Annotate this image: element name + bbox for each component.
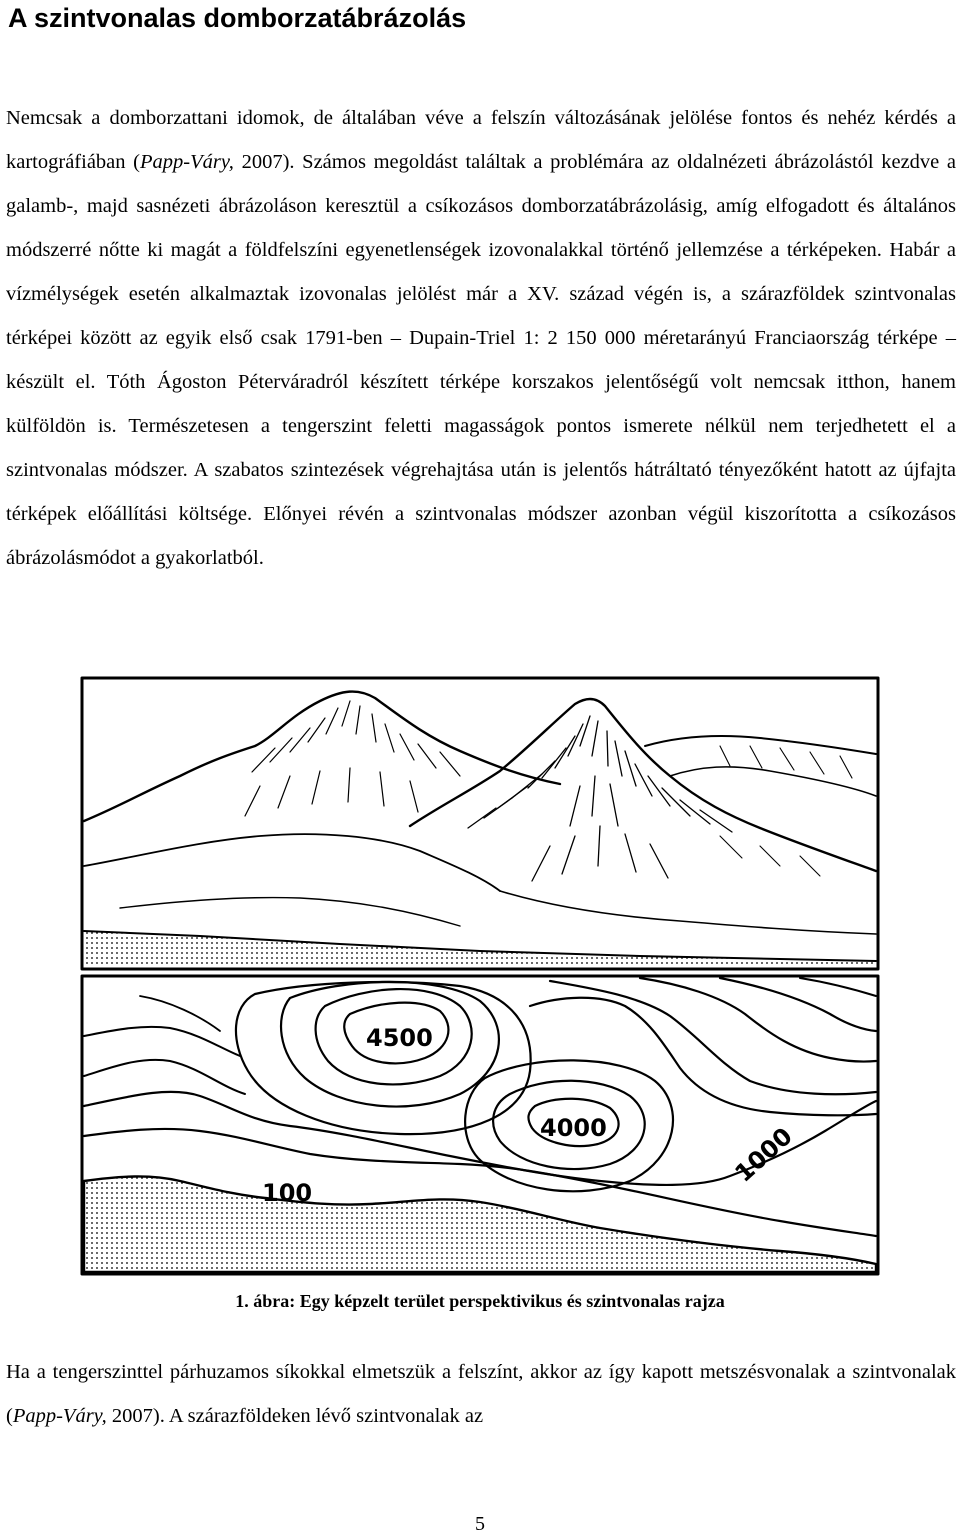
body-paragraph-2 xyxy=(6,1350,956,1438)
citation: Papp-Váry, xyxy=(12,1405,107,1427)
page-title: A szintvonalas domborzatábrázolás xyxy=(8,3,467,33)
contour-label-100: 100 xyxy=(262,1179,313,1207)
contour-map xyxy=(82,976,878,1274)
paragraph-text: 2007). Számos megoldást találtak a problémára az oldalnézeti ábrázolástól kezdve a galamb-, majd sasnézeti ábrázoláson keresztül a csíkozásos domborzatábrázolásig, amíg elfogadott és általános módszerré nőtte ki magát a földfelszíni egyenetlenségek izovonalakkal történő jellemzése a térképeken. Habár a vízmélységek esetén alkalmaztak izovonalas jelölést már a XV. század végén is, a szárazföldek szintvonalas térképei között az egyik első csak 1791-ben – Dupain-Triel 1: 2 150 000 méretarányú Franciaország térképe – készült el. Tóth Ágoston Péterváradról készített térképe korszakos jelentőségű volt nemcsak itthon, hanem külföldön is. Természetesen a tengerszint feletti magasságok pontos ismerete nélkül nem terjedhetett el a szintvonalas módszer. A szabatos szintezések végrehajtása után is jelentős hátráltató tényezőként hatott az újfajta térképek előállítási költsége. Előnyei révén a szintvonalas módszer azonban végül kiszorította a csíkozásos ábrázolásmódot a gyakorlatból. xyxy=(6,151,957,569)
figure-perspective-and-contour-drawing xyxy=(80,676,880,1276)
contour-label-4500: 4500 xyxy=(366,1024,433,1052)
paragraph-text: Nemcsak a domborzattani idomok, de általában véve a felszín változásának jelölése fontos és nehéz kérdés a kartográfiában ( xyxy=(6,107,956,173)
paragraph-text: Ha a tengerszinttel párhuzamos síkokkal elmetszük a felszínt, akkor az így kapott metszésvonalak a szintvonalak ( xyxy=(6,1361,956,1427)
left-mountain-outline xyxy=(84,692,560,821)
page-number: 5 xyxy=(475,1513,485,1535)
paragraph-text: 2007). A szárazföldeken lévő szintvonalak az xyxy=(106,1405,484,1427)
main-peak-outline xyxy=(410,699,876,871)
right-mountain-outline xyxy=(645,736,876,754)
figure-caption: 1. ábra: Egy képzelt terület perspektivikus és szintvonalas rajza xyxy=(235,1291,725,1311)
body-paragraph-1 xyxy=(6,96,956,580)
perspective-drawing xyxy=(82,678,878,969)
coastline xyxy=(84,1176,876,1272)
perspective-frame xyxy=(82,678,878,969)
contour-label-1000: 1000 xyxy=(729,1122,798,1188)
citation: Papp-Váry, xyxy=(139,151,234,173)
contour-label-4000: 4000 xyxy=(540,1114,607,1142)
